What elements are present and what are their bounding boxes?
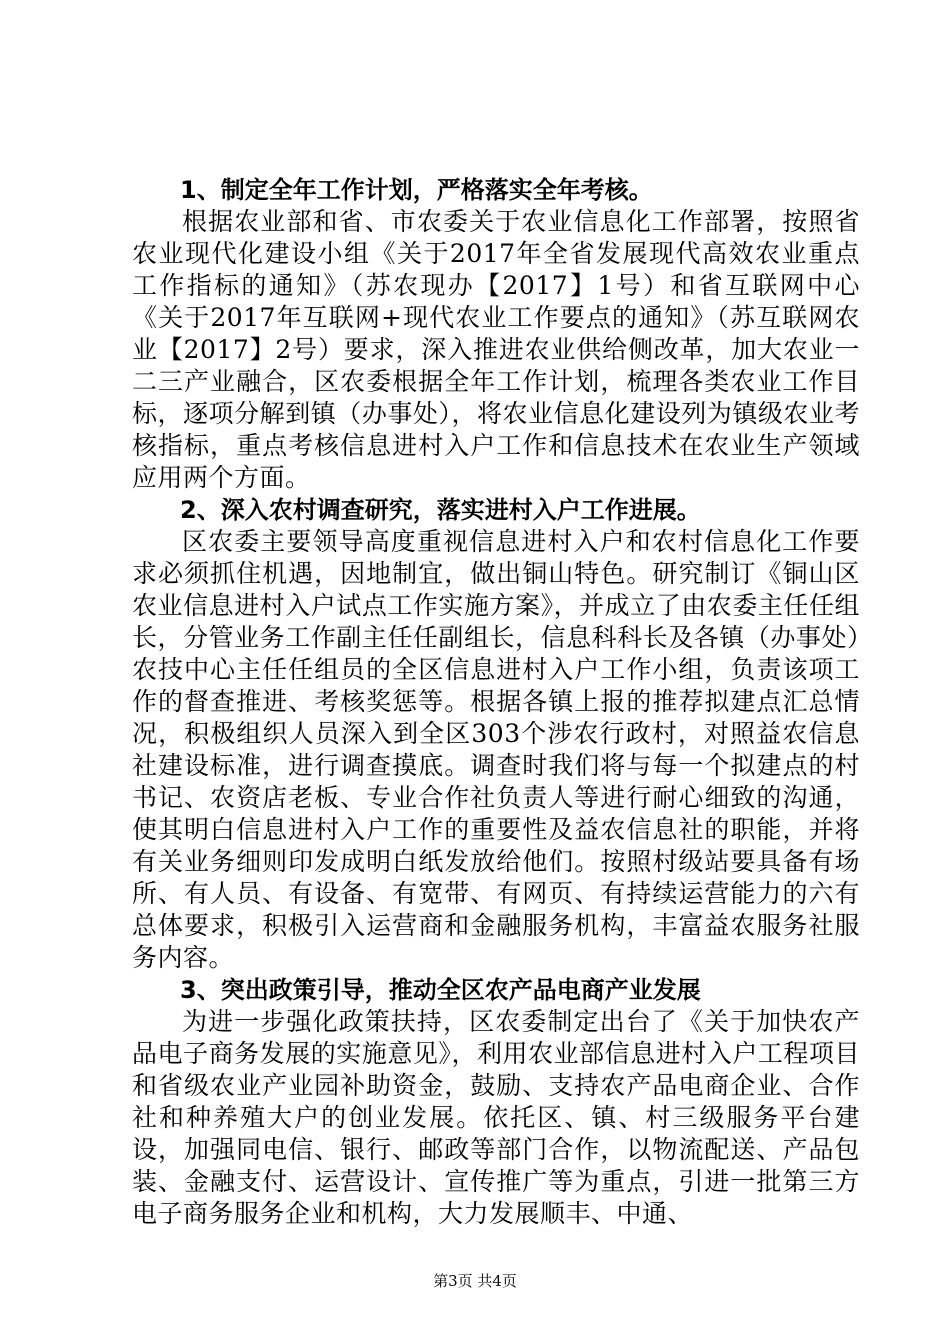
section-2-body: 区农委主要领导高度重视信息进村入户和农村信息化工作要求必须抓住机遇，因地制宜，做出铜山特色。研究制订《铜山区农业信息进村入户试点工作实施方案》，并成立了由农委主任任组长，分管业务工作副主任任副组长，信息科科长及各镇（办事处）农技中心主任任组员的全区信息进村入户工作小组，负责该项工作的督查推进、考核奖惩等。根据各镇上报的推荐拟建点汇总情况，积极组织人员深入到全区303个涉农行政村，对照益农信息社建设标准，进行调查摸底。调查时我们将与每一个拟建点的村书记、农资店老板、专业合作社负责人等进行耐心细致的沟通，使其明白信息进村入户工作的重要性及益农信息社的职能，并将有关业务细则印发成明白纸发放给他们。按照村级站要具备有场所、有人员、有设备、有宽带、有网页、有持续运营能力的六有总体要求，积极引入运营商和金融服务机构，丰富益农服务社服务内容。 — [132, 527, 860, 972]
section-1-body: 根据农业部和省、市农委关于农业信息化工作部署，按照省农业现代化建设小组《关于2017年全省发展现代高效农业重点工作指标的通知》（苏农现办【2017】1号）和省互联网中心《关于2017年互联网+现代农业工作要点的通知》（苏互联网农业【2017】2号）要求，深入推进农业供给侧改革，加大农业一二三产业融合，区农委根据全年工作计划，梳理各类农业工作目标，逐项分解到镇（办事处），将农业信息化建设列为镇级农业考核指标，重点考核信息进村入户工作和信息技术在农业生产领域应用两个方面。 — [132, 207, 860, 492]
page-footer: 第3页 共4页 — [433, 1272, 517, 1290]
document-page — [132, 174, 860, 1230]
section-1-heading: 1、制定全年工作计划，严格落实全年考核。 — [180, 176, 653, 204]
section-3-body: 为进一步强化政策扶持，区农委制定出台了《关于加快农产品电子商务发展的实施意见》，利用农业部信息进村入户工程项目和省级农业产业园补助资金，鼓励、支持农产品电商企业、合作社和种养殖大户的创业发展。依托区、镇、村三级服务平台建设，加强同电信、银行、邮政等部门合作，以物流配送、产品包装、金融支付、运营设计、宣传推广等为重点，引进一批第三方电子商务服务企业和机构，大力发展顺丰、中通、 — [132, 1007, 860, 1228]
section-3-heading: 3、突出政策引导，推动全区农产品电商产业发展 — [180, 976, 701, 1004]
section-2-heading: 2、深入农村调查研究，落实进村入户工作进展。 — [180, 496, 701, 524]
